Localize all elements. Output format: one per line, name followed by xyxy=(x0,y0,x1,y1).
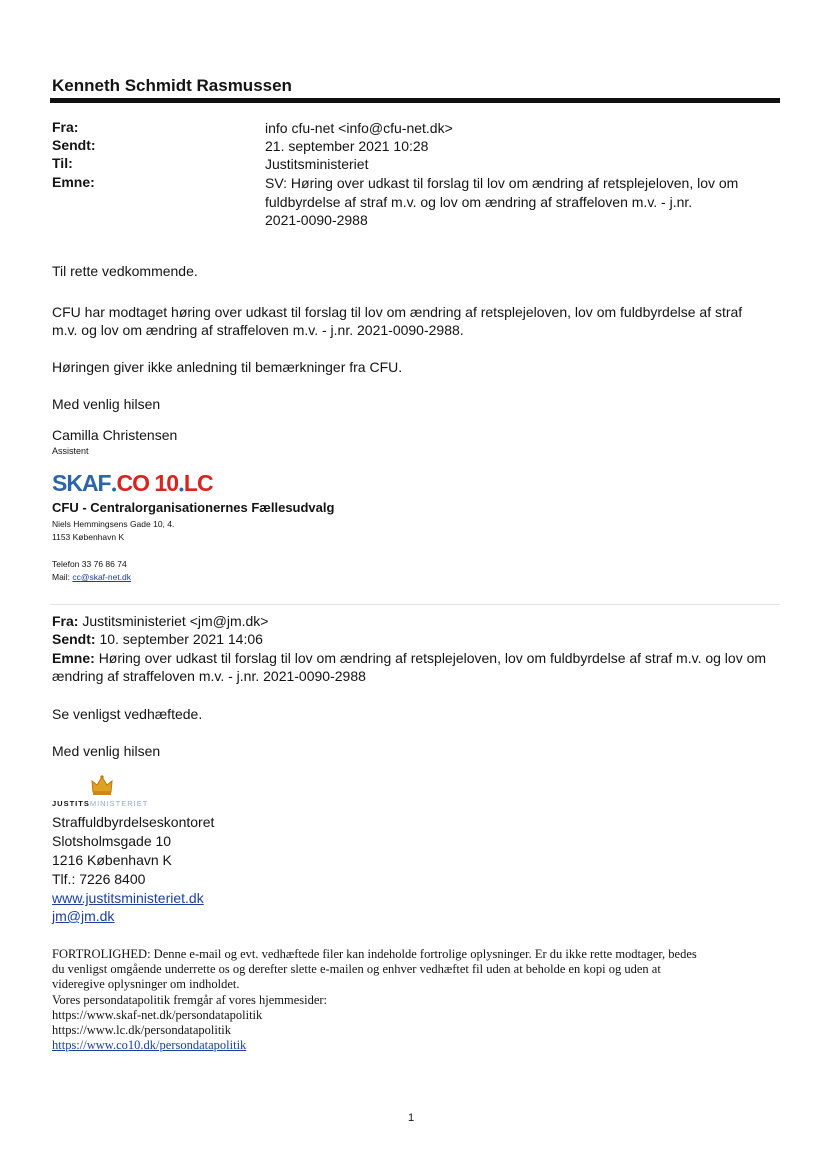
fwd-subject-row xyxy=(52,649,766,668)
fwd-body: Se venligst vedhæftede. xyxy=(52,706,203,722)
ministry-office: Straffuldbyrdelseskontoret xyxy=(52,814,215,830)
to-value: Justitsministeriet xyxy=(265,156,369,172)
ministry-city: 1216 København K xyxy=(52,852,172,868)
ministry-website-link[interactable]: www.justitsministeriet.dk xyxy=(52,890,204,906)
reply-para-2: Høringen giver ikke anledning til bemærkninger fra CFU. xyxy=(52,359,403,375)
reply-closing: Med venlig hilsen xyxy=(52,396,161,412)
fwd-from-value: Justitsministeriet <jm@jm.dk> xyxy=(82,613,269,629)
subject-line-2: fuldbyrdelse af straf m.v. og lov om ændring af straffeloven m.v. - j.nr. xyxy=(265,194,693,210)
org-phone: Telefon 33 76 86 74 xyxy=(52,559,127,569)
org-mail-link[interactable]: cc@skaf-net.dk xyxy=(72,572,132,582)
sent-value: 21. september 2021 10:28 xyxy=(265,138,429,154)
fwd-sent-label: Sendt: xyxy=(52,631,96,647)
subject-line-3: 2021-0090-2988 xyxy=(265,212,368,228)
co10-privacy-link[interactable]: https://www.co10.dk/persondatapolitik xyxy=(52,1038,247,1053)
disclaimer xyxy=(52,947,792,1053)
greeting: Til rette vedkommende. xyxy=(52,263,198,279)
org-name: CFU - Centralorganisationernes Fællesudvalg xyxy=(52,500,335,515)
sender-header: Kenneth Schmidt Rasmussen xyxy=(52,76,292,95)
fwd-from-row xyxy=(52,612,269,631)
sent-label: Sendt: xyxy=(52,137,96,153)
disclaimer-line: https://www.skaf-net.dk/persondatapolitik xyxy=(52,1007,263,1022)
subject-line-1: SV: Høring over udkast til forslag til lov om ændring af retsplejeloven, lov om xyxy=(265,175,739,191)
header-rule xyxy=(50,98,780,103)
from-label: Fra: xyxy=(52,119,79,135)
to-label: Til: xyxy=(52,155,73,171)
skaf-logo-text: SKAF xyxy=(52,470,111,496)
signer-title: Assistent xyxy=(52,446,89,456)
fwd-from-label: Fra: xyxy=(52,613,79,629)
ministry-logo xyxy=(52,799,148,808)
crown-icon xyxy=(90,774,114,796)
fwd-subject-line-1: Høring over udkast til forslag til lov om ændring af retsplejeloven, lov om fuldbyrdelse af straf m.v. og lov om xyxy=(98,650,767,666)
disclaimer-line: du venligst omgående underrette os og derefter slette e-mailen og enhver vedhæftet fil uden at beholde en kopi og uden at xyxy=(52,962,661,977)
mail-label: Mail: xyxy=(52,572,70,582)
disclaimer-line: Vores persondatapolitik fremgår af vores hjemmesider: xyxy=(52,992,328,1007)
ministry-email-link[interactable]: jm@jm.dk xyxy=(52,908,115,924)
forward-separator xyxy=(50,604,780,605)
fwd-subject-label: Emne: xyxy=(52,650,95,666)
ministry-phone: Tlf.: 7226 8400 xyxy=(52,871,146,887)
fwd-sent-value: 10. september 2021 14:06 xyxy=(99,631,263,647)
from-value: info cfu-net <info@cfu-net.dk> xyxy=(265,120,453,136)
subject-label: Emne: xyxy=(52,174,95,190)
fwd-sent-row xyxy=(52,630,263,649)
disclaimer-line: FORTROLIGHED: Denne e-mail og evt. vedhæftede filer kan indeholde fortrolige oplysninger. Er du ikke rette modtager, bedes xyxy=(52,947,697,961)
fwd-subject-line-2: ændring af straffeloven m.v. - j.nr. 2021-0090-2988 xyxy=(52,668,366,684)
disclaimer-line: https://www.lc.dk/persondatapolitik xyxy=(52,1023,232,1038)
lc-logo-text: LC xyxy=(183,470,213,496)
page-number: 1 xyxy=(408,1112,415,1124)
org-address-1: Niels Hemmingsens Gade 10, 4. xyxy=(52,519,175,529)
disclaimer-line: videregive oplysninger om indholdet. xyxy=(52,977,240,992)
signer-name: Camilla Christensen xyxy=(52,427,178,443)
ministry-logo-a: JUSTITS xyxy=(52,799,90,808)
ministry-street: Slotsholmsgade 10 xyxy=(52,833,172,849)
org-address-2: 1153 København K xyxy=(52,532,125,542)
fwd-closing: Med venlig hilsen xyxy=(52,743,161,759)
reply-para-line-2: m.v. og lov om ændring af straffeloven m.v. - j.nr. 2021-0090-2988. xyxy=(52,322,464,338)
union-logo: SKAF • CO 10 • LC xyxy=(52,470,213,497)
reply-para-line-1: CFU har modtaget høring over udkast til forslag til lov om ændring af retsplejeloven, lov om fuldbyrdelse af straf xyxy=(52,304,743,320)
ministry-logo-b: MINISTERIET xyxy=(89,799,149,808)
org-mail-row xyxy=(52,572,131,582)
co10-logo-text: CO 10 xyxy=(116,470,179,496)
